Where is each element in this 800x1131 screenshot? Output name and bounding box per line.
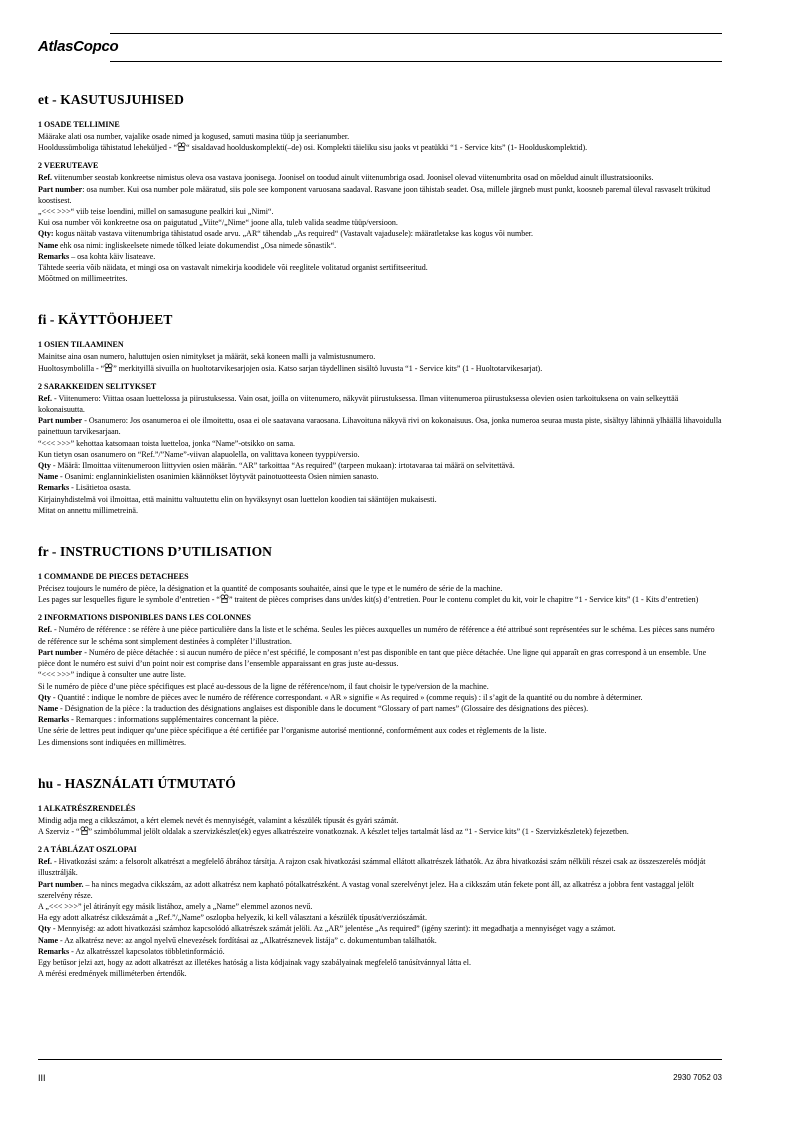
service-kit-icon (220, 594, 229, 603)
ordering-text: Précisez toujours le numéro de pièce, la désignation et la quantité de composants souhaitée, ainsi que le type et le numéro de série de la machine. (38, 584, 503, 594)
part-number-text: Part number - Numéro de pièce détachée : si aucun numéro de pièce n’est spécifié, le composant n’est pas disponible en tant que pièce détachée. Une ligne qui apparaît en gras correspond à un ensemble. Une pièce dont le numéro est suivi d’un point noir est comprise dans l’ensemble apparaissant en gras juste au-dessus. (38, 647, 707, 669)
ordering-text: Määrake alati osa number, vajalike osade nimed ja kogused, samuti masina tüüp ja seerianumber. (38, 132, 350, 141)
header-rule-bottom (110, 61, 722, 62)
header-rule-top (110, 33, 722, 34)
instructions-content (38, 92, 724, 1007)
section-fr (38, 544, 724, 748)
qty-text: Qty - Quantité : indique le nombre de pièces avec le numéro de référence correspondant. « AR » signifie « As required » (comme requis) : il s’agit de la quantité ou du nombre à déterminer. (38, 692, 643, 702)
certification-text: Une série de lettres peut indiquer qu’une pièce spécifique a été certifiée par l’organisme autorisé mentionné, conformément aux codes et règlements de la liste. (38, 726, 547, 736)
subheading-ordering: 1 OSIEN TILAAMINEN (38, 340, 124, 350)
footer-rule (38, 1059, 722, 1060)
type-version-text: Kun tietyn osan osanumero on “Ref.”/”Name”-viivan alapuolella, on valittava koneen tyyppi/versio. (38, 449, 360, 459)
section-title: fi - KÄYTTÖOHJEET (38, 312, 173, 328)
service-kit-icon (104, 363, 113, 372)
link-text: A „<<< >>>” jel átirányít egy másik listához, amely a „Name” elemmel azonos nevű. (38, 901, 313, 911)
part-number-text: Part number. – ha nincs megadva cikkszám, az adott alkatrész nem kapható pótalkatrészként. A vastag vonal szerelvényt jelez. Ha a cikkszám után fekete pont áll, az alkatrész a jobbra fent vastaggal jelölt szerelvény része. (38, 879, 694, 900)
service-kit-text: A Szerviz - “ ” szimbólummal jelölt oldalak a szervizkészlet(ek) egyes alkatrészeire vonatkoznak. A készlet teljes tartalmát lásd az “1 - Service kits” (1 - Szervizkészletek) fejezetben. (38, 826, 629, 836)
subheading-ordering: 1 OSADE TELLIMINE (38, 120, 120, 129)
section-title: hu - HASZNÁLATI ÚTMUTATÓ (38, 775, 236, 791)
name-text: Name - Az alkatrész neve: az angol nyelvű elnevezések fordításai az „Alkatrésznevek listája” c. dokumentumban találhatók. (38, 935, 437, 945)
part-number-text: Part number: osa number. Kui osa number pole määratud, siis pole see komponent varuosana saadaval. Rasvane joon tähistab seadet. Osa, millele järgneb must punkt, koosneb paremal üleval rasvaselt trükitud koostisest. (38, 184, 711, 205)
dimensions-text: Mõõtmed on millimeetrites. (38, 274, 128, 284)
remarks-text: Remarks - Lisätietoa osasta. (38, 483, 131, 493)
link-text: “<<< >>>” kehottaa katsomaan toista luetteloa, jonka “Name”-otsikko on sama. (38, 438, 295, 448)
ref-text: Ref. - Hivatkozási szám: a felsorolt alkatrészt a megfelelő ábrához társítja. A rajzon csak hivatkozási számmal ellátott alkatrészek láthatók. Az ábra hivatkozási szám nélküli részei csak az összeszerelés módját illusztrálják. (38, 857, 706, 878)
type-version-text: Ha egy adott alkatrész cikkszámát a „Ref.”/„Name” oszlopba helyezik, ki kell választani a készülék típusát/verziószámát. (38, 913, 427, 923)
ref-text: Ref. - Viitenumero: Viittaa osaan luettelossa ja piirustuksessa. Vain osat, joilla on viitenumero, näkyvät piirustuksessa. Ilman viitenumeroa piirustuksessa olevien osien tarkoituksena on vain selkeyttää kokonaisuutta. (38, 393, 679, 415)
subheading-columns: 2 INFORMATIONS DISPONIBLES DANS LES COLONNES (38, 613, 252, 623)
service-kit-icon (177, 142, 186, 151)
section-hu (38, 776, 724, 980)
dimensions-text: A mérési eredmények milliméterben értendők. (38, 969, 187, 979)
service-kit-icon (80, 826, 89, 835)
name-text: Name ehk osa nimi: ingliskeelsete nimede tõlked leiate dokumendist „Osa nimede sõnastik“. (38, 240, 337, 250)
remarks-text: Remarks – osa kohta käiv lisateave. (38, 251, 156, 261)
part-number-text: Part number - Osanumero: Jos osanumeroa ei ole ilmoitettu, osaa ei ole saatavana varaosana. Lihavoituna näkyvä rivi on kokonaisuus. Osa, jonka numeroa seuraa musta piste, sisältyy lähinnä ylhäällä lihavoidulla painettuun tarvikesarjaan. (38, 416, 722, 437)
ref-text: Ref. viitenumber seostab konkreetse nimistus oleva osa vastava joonisega. Joonisel on toodud ainult viitenumbriga osad. Joonisel olevad viitenumbrita osad on mõeldud ainult illustratsiooniks. (38, 173, 654, 183)
type-version-text: Kui osa number või konkreetne osa on paigutatud „Viite“/„Nime“ joone alla, tuleb valida seadme tüüp/versioon. (38, 218, 398, 228)
section-fi (38, 312, 724, 516)
dimensions-text: Mitat on annettu millimetreinä. (38, 505, 138, 515)
atlas-copco-logo: AtlasCopco (38, 38, 119, 55)
subheading-ordering: 1 ALKATRÉSZRENDELÉS (38, 803, 136, 813)
certification-text: Tähtede seeria võib näidata, et mingi osa on vastavalt nimekirja koodidele või reeglitele volitatud organist sertifitseeritud. (38, 263, 428, 273)
certification-text: Kirjainyhdistelmä voi ilmoittaa, että mainittu valtuutettu elin on hyväksynyt osan luettelon koodien tai sääntöjen mukaisesti. (38, 494, 437, 504)
document-number: 2930 7052 03 (673, 1073, 722, 1082)
section-title: fr - INSTRUCTIONS D’UTILISATION (38, 544, 273, 560)
subheading-columns: 2 VEERUTEAVE (38, 161, 99, 171)
link-text: „<<< >>>“ viib teise loendini, millel on samasugune pealkiri kui „Nimi“. (38, 207, 274, 217)
section-et (38, 92, 724, 284)
service-kit-text: Huoltosymbolilla - “ ” merkityillä sivuilla on huoltotarvikesarjojen osia. Katso sarjan täydellinen sisältö luvusta “1 - Service kits” (1 - Huoltotarvikesarjat). (38, 363, 543, 373)
name-text: Name - Désignation de la pièce : la traduction des désignations anglaises est disponible dans le document “Glossary of part names” (Glossaire des désignations des pièces). (38, 703, 589, 713)
page-number: III (38, 1073, 46, 1083)
ordering-text: Mindig adja meg a cikkszámot, a kért elemek nevét és mennyiségét, valamint a készülék típusát és gyári számát. (38, 815, 399, 825)
remarks-text: Remarks - Remarques : informations supplémentaires concernant la pièce. (38, 715, 279, 725)
subheading-columns: 2 SARAKKEIDEN SELITYKSET (38, 381, 157, 391)
type-version-text: Si le numéro de pièce d’une pièce spécifiques est placé au-dessous de la ligne de référence/nom, il faut choisir le type/version de la machine. (38, 681, 489, 691)
link-text: “<<< >>>” indique à consulter une autre liste. (38, 670, 186, 680)
service-kit-text: Hooldussümboliga tähistatud leheküljed - “ “ sisaldavad hoolduskomplekti(–de) osi. Komplekti täieliku sisu jaoks vt peatükki “1 - Service kits” (1- Hoolduskomplektid). (38, 143, 588, 153)
certification-text: Egy betűsor jelzi azt, hogy az adott alkatrészt az illetékes hatóság a lista kódjainak vagy szabályainak megfelelő tanúsítvánnyal látta el. (38, 957, 471, 967)
ref-text: Ref. - Numéro de référence : se réfère à une pièce particulière dans la liste et le schéma. Seules les pièces auxquelles un numéro de référence a été attribué sont représentées sur le schéma. Les pièces sans numéro de référence sur le schéma sont simplement destinées à compléter l’illustration. (38, 625, 715, 646)
qty-text: Qty: kogus näitab vastava viitenumbriga tähistatud osade arvu. „AR“ tähendab „As required“ (Vastavalt vajadusele): määratletakse kas kogus või number. (38, 229, 533, 239)
subheading-columns: 2 A TÁBLÁZAT OSZLOPAI (38, 845, 137, 855)
subheading-ordering: 1 COMMANDE DE PIECES DETACHEES (38, 572, 189, 582)
qty-text: Qty - Mennyiség: az adott hivatkozási számhoz kapcsolódó alkatrészek számát jelöli. Az „AR” jelentése „As required” (igény szerint): itt megadhatja a mennyiséget vagy a számot. (38, 924, 616, 934)
qty-text: Qty - Määrä: Ilmoittaa viitenumeroon liittyvien osien määrän. “AR” tarkoittaa “As required” (tarpeen mukaan): irtotavaraa tai määrä on selvitettävä. (38, 461, 515, 471)
dimensions-text: Les dimensions sont indiquées en millimètres. (38, 737, 186, 747)
ordering-text: Mainitse aina osan numero, haluttujen osien nimitykset ja määrät, sekä koneen malli ja valmistusnumero. (38, 352, 376, 362)
section-title: et - KASUTUSJUHISED (38, 92, 184, 107)
name-text: Name - Osanimi: englanninkielisten osanimien käännökset löytyvät painotuotteesta Osien nimien sanasto. (38, 472, 379, 482)
service-kit-text: Les pages sur lesquelles figure le symbole d’entretien - “ ” traitent de pièces comprises dans un/des kit(s) d’entretien. Pour le contenu complet du kit, voir le chapitre “1 - Service kits” (1 - Kits d’entretien) (38, 595, 699, 605)
remarks-text: Remarks - Az alkatrésszel kapcsolatos többletinformáció. (38, 946, 225, 956)
